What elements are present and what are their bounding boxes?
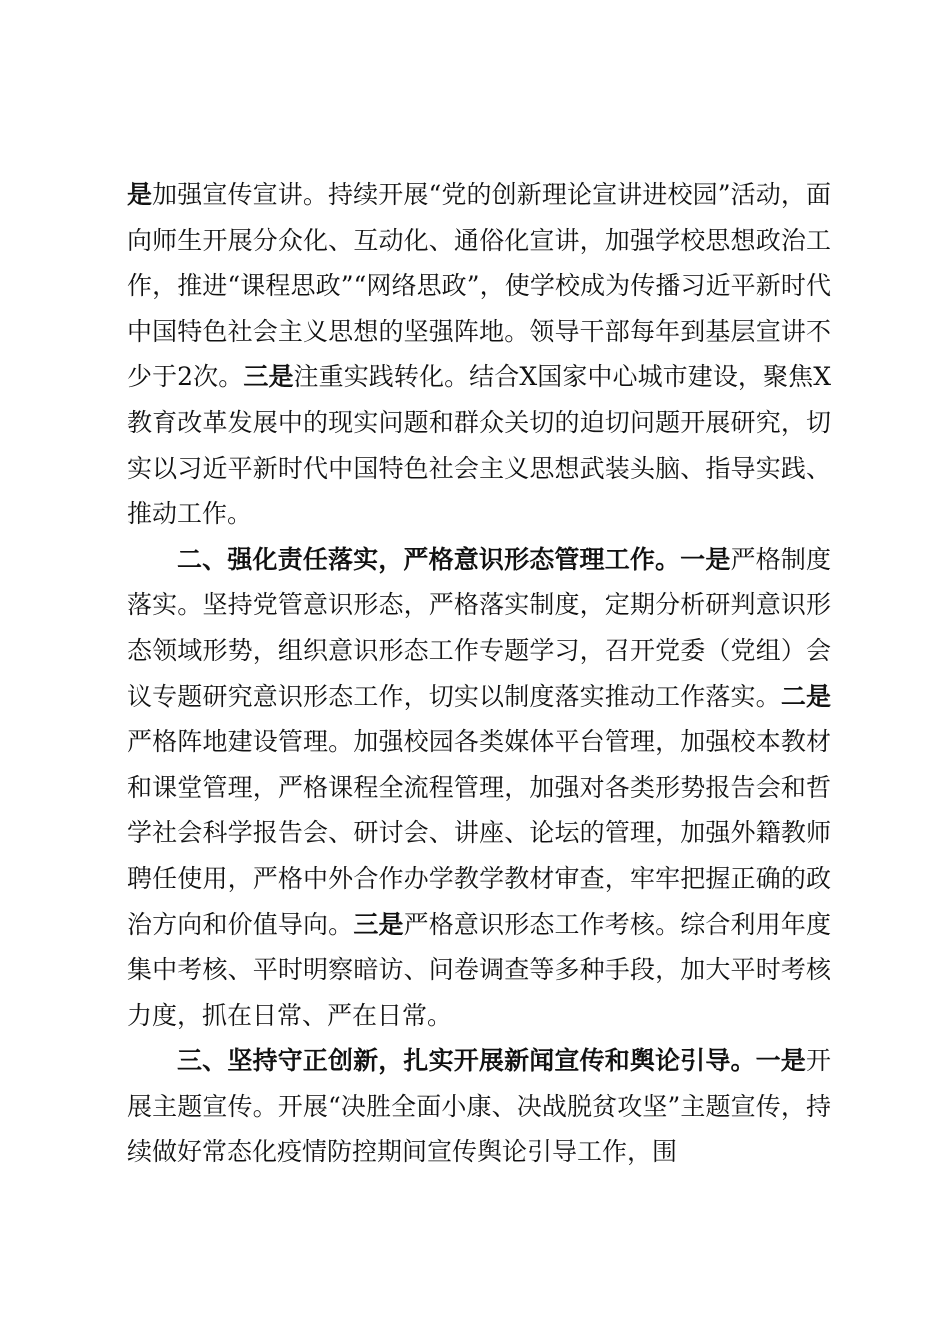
text-run: 二是	[780, 681, 831, 711]
section-heading-2: 二、强化责任落实，严格意识形态管理工作。一是	[177, 544, 731, 574]
text-run: 开展主题宣传。开展“决胜全面小康、决战脱贫攻坚”主题宣传，持续做好常态化疫情防控期间宣传舆论引导工作，围	[127, 1046, 831, 1167]
text-run: 加强宣传宣讲。持续开展“党的创新理论宣讲进校园”活动，面向师生开展分众化、互动化、通俗化宣讲，加强学校思想政治工作，推进“课程思政”“网络思政”，使学校成为传播习近平新时代中国特色社会主义思想的坚强阵地。领导干部每年到基层宣讲不少于2次。	[127, 180, 831, 392]
text-run: 严格意识形态工作考核。综合利用年度集中考核、平时明察暗访、问卷调查等多种手段，加大平时考核力度，抓在日常、严在日常。	[127, 909, 831, 1030]
text-run: 是	[127, 180, 153, 209]
document-body	[127, 172, 831, 1175]
text-run: 严格阵地建设管理。加强校园各类媒体平台管理，加强校本教材和课堂管理，严格课程全流程管理，加强对各类形势报告会和哲学社会科学报告会、研讨会、讲座、论坛的管理，加强外籍教师聘任使用，严格中外合作办学教学教材审查，牢牢把握正确的政治方向和价值导向。	[127, 727, 831, 939]
text-run: 三是	[353, 909, 404, 939]
text-run: 严格制度落实。坚持党管意识形态，严格落实制度，定期分析研判意识形态领域形势，组织意识形态工作专题学习，召开党委（党组）会议专题研究意识形态工作，切实以制度落实推动工作落实。	[127, 544, 831, 711]
paragraph-2	[127, 537, 831, 1039]
section-heading-3: 三、坚持守正创新，扎实开展新闻宣传和舆论引导。一是	[177, 1046, 806, 1076]
text-run: 三是	[243, 362, 294, 392]
text-run: 注重实践转化。结合X国家中心城市建设，聚焦X教育改革发展中的现实问题和群众关切的迫切问题开展研究，切实以习近平新时代中国特色社会主义思想武装头脑、指导实践、推动工作。	[127, 362, 831, 529]
paragraph-1	[127, 172, 831, 537]
paragraph-3	[127, 1038, 831, 1175]
